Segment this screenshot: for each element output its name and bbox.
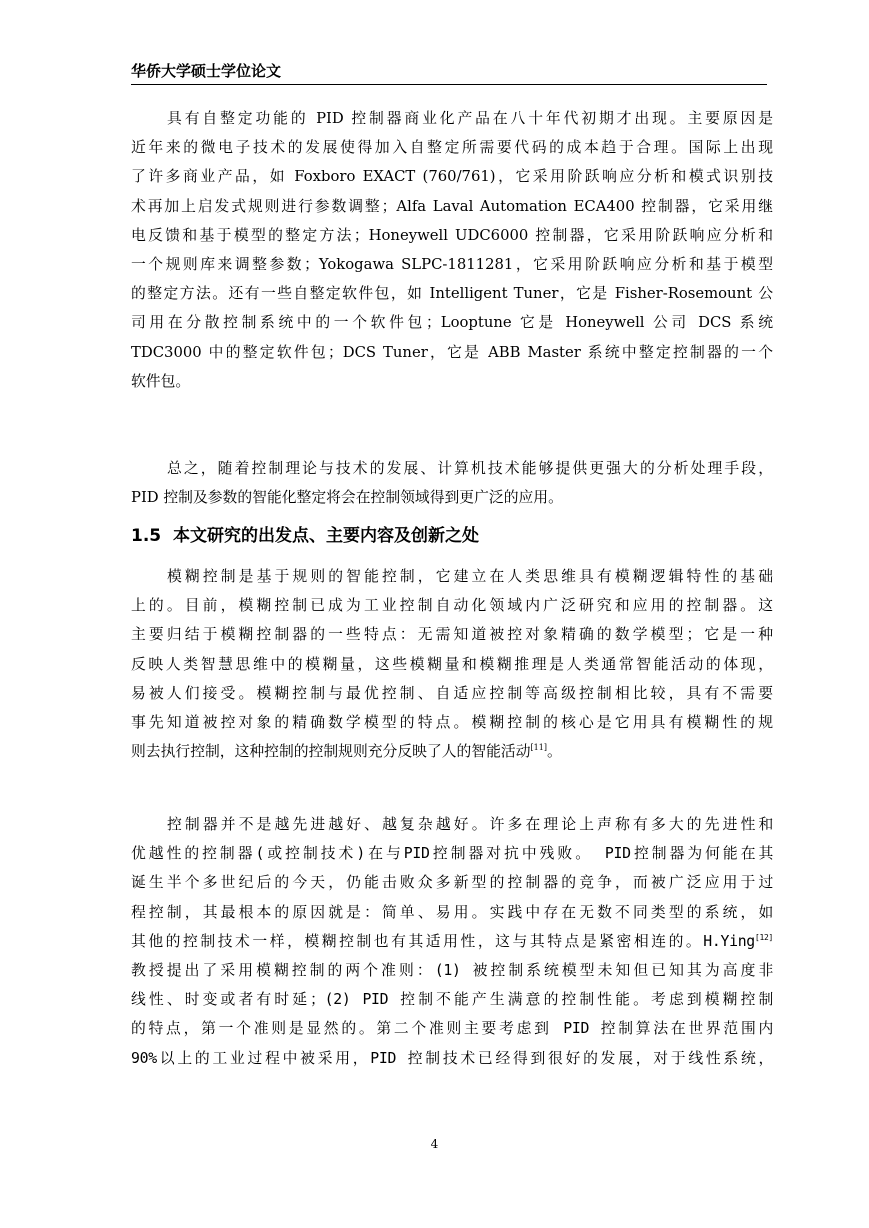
- text-line: TDC3000 中的整定软件包；DCS Tuner，它是 ABB Master 系统中整定控制器的一个: [131, 343, 773, 361]
- running-header: 华侨大学硕士学位论文: [131, 62, 282, 80]
- paragraph-autotuning-products: [131, 104, 773, 396]
- text-line: 易被人们接受。模糊控制与最优控制、自适应控制等高级控制相比较，具有不需要: [131, 684, 773, 702]
- text-line: 反映人类智慧思维中的模糊量，这些模糊量和模糊推理是人类通常智能活动的体现，: [131, 655, 773, 673]
- text-line: 线性、时变或者有时延；(2) PID 控制不能产生满意的控制性能。考虑到模糊控制: [131, 991, 773, 1009]
- text-line: 术再加上启发式规则进行参数调整；Alfa Laval Automation ECA400 控制器，它采用继: [131, 197, 773, 215]
- header-rule: [131, 84, 767, 85]
- line-text: 其他的控制技术一样，模糊控制也有其适用性，这与其特点是紧密相连的。H.Ying: [131, 932, 755, 950]
- text-line: PID 控制及参数的智能化整定将会在控制领域得到更广泛的应用。: [131, 489, 563, 507]
- text-line: 总之，随着控制理论与技术的发展、计算机技术能够提供更强大的分析处理手段，: [167, 460, 773, 477]
- text-line: 具有自整定功能的 PID 控制器商业化产品在八十年代初期才出现。主要原因是: [167, 110, 773, 127]
- text-line: 上的。目前，模糊控制已成为工业控制自动化领域内广泛研究和应用的控制器。这: [131, 597, 773, 615]
- text-line: 诞生半个多世纪后的今天，仍能击败众多新型的控制器的竞争，而被广泛应用于过: [131, 874, 773, 892]
- text-line: 一个规则库来调整参数；Yokogawa SLPC-1811281，它采用阶跃响应分析和基于模型: [131, 255, 773, 273]
- text-line: [131, 737, 773, 766]
- section-number: 1.5: [131, 526, 162, 546]
- text-line: 电反馈和基于模型的整定方法；Honeywell UDC6000 控制器，它采用阶跃响应分析和: [131, 226, 773, 244]
- text-line: 优越性的控制器(或控制技术)在与PID控制器对抗中残败。 PID控制器为何能在其: [131, 845, 773, 863]
- text-line: 的特点，第一个准则是显然的。第二个准则主要考虑到 PID 控制算法在世界范围内: [131, 1020, 773, 1038]
- paragraph-summary: [131, 454, 773, 512]
- text-line: [131, 927, 773, 956]
- text-line: 事先知道被控对象的精确数学模型的特点。模糊控制的核心是它用具有模糊性的规: [131, 713, 773, 731]
- text-line: 了许多商业产品，如 Foxboro EXACT (760/761)，它采用阶跃响应分析和模式识别技: [131, 168, 773, 186]
- page-number: 4: [430, 1137, 439, 1151]
- citation-ref: [11]: [530, 743, 547, 753]
- paragraph-pid-comparison: [131, 810, 773, 1073]
- text-line: 90%以上的工业过程中被采用，PID 控制技术已经得到很好的发展，对于线性系统，: [131, 1049, 773, 1067]
- line-end: 。: [546, 743, 562, 761]
- text-line: 程控制，其最根本的原因就是：简单、易用。实践中存在无数不同类型的系统，如: [131, 903, 773, 921]
- text-line: 控制器并不是越先进越好、越复杂越好。许多在理论上声称有多大的先进性和: [167, 816, 773, 833]
- line-text: 则去执行控制，这种控制的控制规则充分反映了人的智能活动: [131, 743, 531, 761]
- paragraph-fuzzy-control: [131, 562, 773, 766]
- text-line: 主要归结于模糊控制器的一些特点：无需知道被控对象精确的数学模型；它是一种: [131, 626, 773, 644]
- text-line: 司用在分散控制系统中的一个软件包；Looptune 它是 Honeywell 公司 DCS 系统: [131, 314, 773, 332]
- text-line: 近年来的微电子技术的发展使得加入自整定所需要代码的成本趋于合理。国际上出现: [131, 139, 773, 157]
- text-line: 模糊控制是基于规则的智能控制，它建立在人类思维具有模糊逻辑特性的基础: [167, 568, 773, 585]
- citation-ref: [12]: [754, 932, 773, 942]
- text-line: 的整定方法。还有一些自整定软件包，如 Intelligent Tuner，它是 Fisher-Rosemount 公: [131, 285, 773, 303]
- section-heading: [131, 524, 771, 548]
- section-title: 本文研究的出发点、主要内容及创新之处: [172, 526, 479, 546]
- text-line: 教授提出了采用模糊控制的两个准则：(1) 被控制系统模型未知但已知其为高度非: [131, 961, 773, 979]
- text-line: 软件包。: [131, 372, 191, 390]
